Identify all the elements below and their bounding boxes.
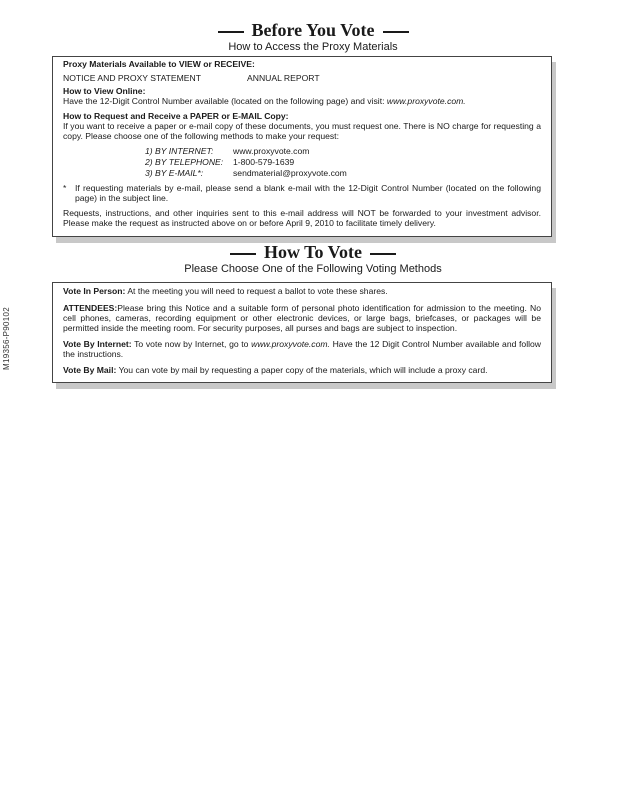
method-telephone-label: 2) BY TELEPHONE:	[145, 157, 224, 167]
before-you-vote-title-text: Before You Vote	[251, 20, 375, 40]
method-email-label: 3) BY E-MAIL*:	[145, 168, 204, 178]
method-telephone-value[interactable]: 1-800-579-1639	[233, 157, 295, 167]
attendees-paragraph	[63, 303, 541, 333]
method-internet-label: 1) BY INTERNET:	[145, 146, 214, 156]
before-you-vote-title	[0, 20, 626, 41]
request-heading: How to Request and Receive a PAPER or E-MAIL Copy:	[63, 111, 289, 121]
method-internet-value[interactable]: www.proxyvote.com	[233, 146, 310, 156]
voting-methods-box	[52, 282, 552, 383]
doc-proxy-statement: NOTICE AND PROXY STATEMENT	[63, 73, 201, 83]
vote-by-mail-label: Vote By Mail:	[63, 365, 117, 375]
title-rule-left	[230, 253, 256, 255]
view-online-heading: How to View Online:	[63, 86, 146, 96]
vote-by-internet-link[interactable]: www.proxyvote.com.	[251, 339, 330, 349]
closing-text: Requests, instructions, and other inquiries sent to this e-mail address will NOT be forwarded to your investment advisor. Please make the request as instructed above on or before April 9, 2010 to facilitate timely delivery.	[63, 208, 541, 228]
vote-in-person	[63, 286, 388, 296]
view-online-link[interactable]: www.proxyvote.com.	[386, 96, 466, 106]
before-you-vote-subtitle: How to Access the Proxy Materials	[228, 41, 398, 53]
title-rule-right	[370, 253, 396, 255]
vote-by-internet-text: To vote now by Internet, go to	[134, 339, 249, 349]
view-online-text	[63, 96, 466, 106]
vote-by-internet	[63, 339, 541, 359]
proxy-materials-box	[52, 56, 552, 237]
how-to-vote-title	[0, 242, 626, 263]
vote-by-mail-text: You can vote by mail by requesting a paper copy of the materials, which will include a proxy card.	[118, 365, 488, 375]
vote-by-mail	[63, 365, 488, 375]
available-heading: Proxy Materials Available to VIEW or RECEIVE:	[63, 59, 255, 69]
vote-by-internet-label: Vote By Internet:	[63, 339, 132, 349]
attendees-text: Please bring this Notice and a suitable form of personal photo identification for admission to the meeting. No cell phones, cameras, recording equipment or other electronic devices, or large bags, briefcases, or packages will be permitted inside the meeting room. For security purposes, all purses and bags are subject to inspection.	[63, 303, 541, 333]
footnote-mark: *	[63, 183, 67, 193]
request-text: If you want to receive a paper or e-mail copy of these documents, you must request one. There is NO charge for requesting a copy. Please choose one of the following methods to make your request:	[63, 121, 541, 141]
view-online-instructions: Have the 12-Digit Control Number available (located on the following page) and visit:	[63, 96, 385, 106]
how-to-vote-subtitle: Please Choose One of the Following Voting Methods	[184, 263, 442, 275]
vote-by-internet-instructions: Have the 12 Digit Control Number available and follow the instructions.	[63, 339, 542, 359]
vote-in-person-label: Vote In Person:	[63, 286, 126, 296]
document-code: M19356-P90102	[2, 306, 11, 370]
doc-annual-report: ANNUAL REPORT	[247, 73, 320, 83]
footnote-text: If requesting materials by e-mail, please send a blank e-mail with the 12-Digit Control Number (located on the following page) in the subject line.	[75, 183, 541, 203]
title-rule-right	[383, 31, 409, 33]
method-email-value[interactable]: sendmaterial@proxyvote.com	[233, 168, 347, 178]
how-to-vote-title-text: How To Vote	[263, 242, 363, 262]
attendees-label: ATTENDEES:	[63, 303, 118, 313]
vote-in-person-text: At the meeting you will need to request a ballot to vote these shares.	[127, 286, 388, 296]
title-rule-left	[218, 31, 244, 33]
